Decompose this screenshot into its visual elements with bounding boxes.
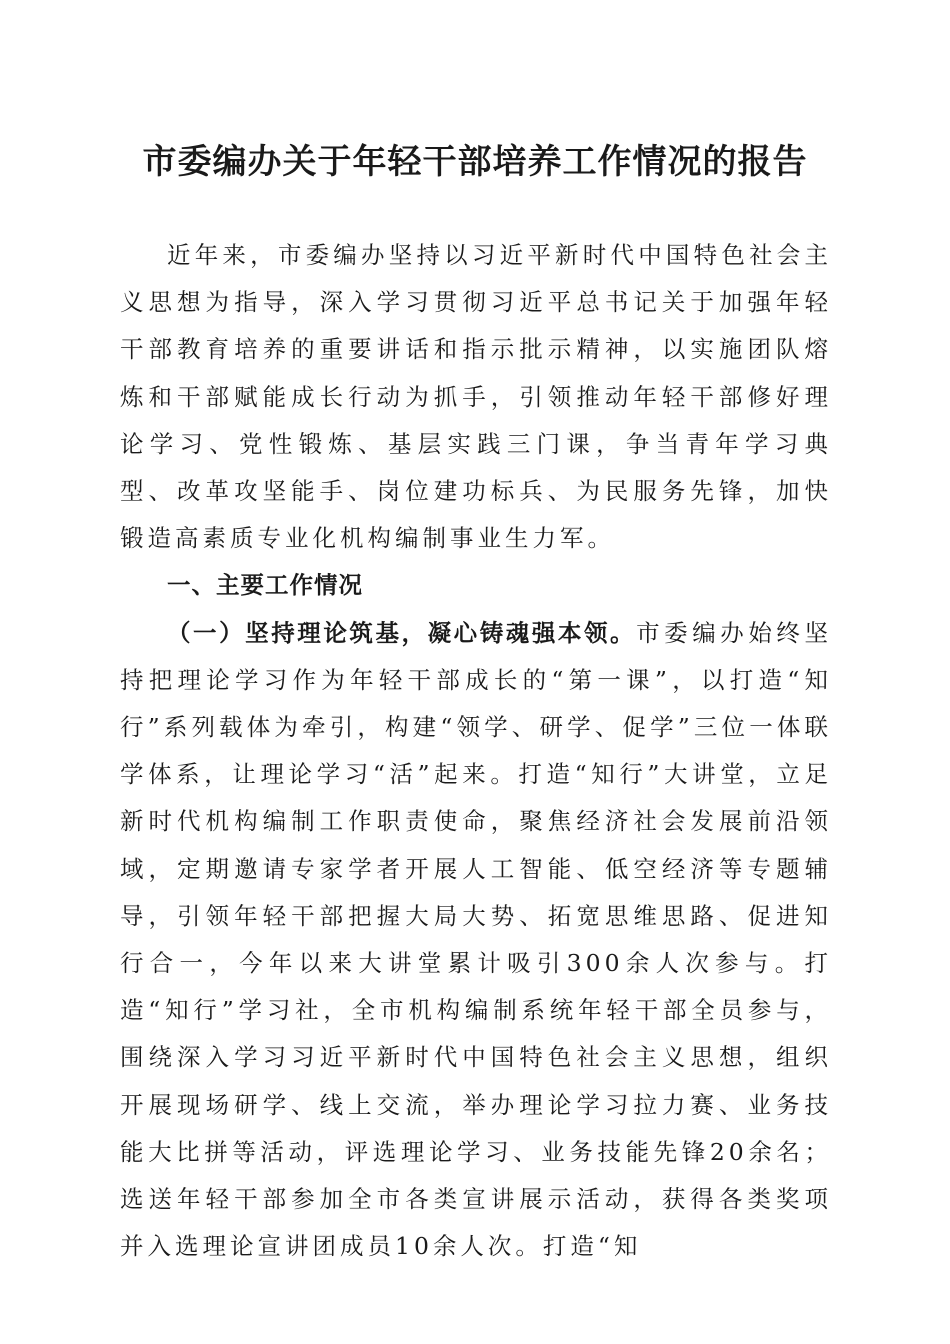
subsection-lead: （一）坚持理论筑基，凝心铸魂强本领。	[167, 618, 637, 647]
subsection-paragraph	[120, 610, 832, 1271]
intro-paragraph: 近年来，市委编办坚持以习近平新时代中国特色社会主义思想为指导，深入学习贯彻习近平总书记关于加强年轻干部教育培养的重要讲话和指示批示精神，以实施团队熔炼和干部赋能成长行动为抓手，引领推动年轻干部修好理论学习、党性锻炼、基层实践三门课，争当青年学习典型、改革攻坚能手、岗位建功标兵、为民服务先锋，加快锻造高素质专业化机构编制事业生力军。	[120, 241, 832, 553]
document-title: 市委编办关于年轻干部培养工作情况的报告	[142, 142, 808, 182]
subsection-text: 市委编办始终坚持把理论学习作为年轻干部成长的“第一课”，以打造“知行”系列载体为牵引，构建“领学、研学、促学”三位一体联学体系，让理论学习“活”起来。打造“知行”大讲堂，立足新时代机构编制工作职责使命，聚焦经济社会发展前沿领域，定期邀请专家学者开展人工智能、低空经济等专题辅导，引领年轻干部把握大局大势、拓宽思维思路、促进知行合一，今年以来大讲堂累计吸引300余人次参与。打造“知行”学习社，全市机构编制系统年轻干部全员参与，围绕深入学习习近平新时代中国特色社会主义思想，组织开展现场研学、线上交流，举办理论学习拉力赛、业务技能大比拼等活动，评选理论学习、业务技能先锋20余名；选送年轻干部参加全市各类宣讲展示活动，获得各类奖项并入选理论宣讲团成员10余人次。打造“知	[120, 618, 832, 1261]
document-body	[120, 232, 832, 1270]
section-heading-main-work: 一、主要工作情况	[167, 571, 363, 600]
